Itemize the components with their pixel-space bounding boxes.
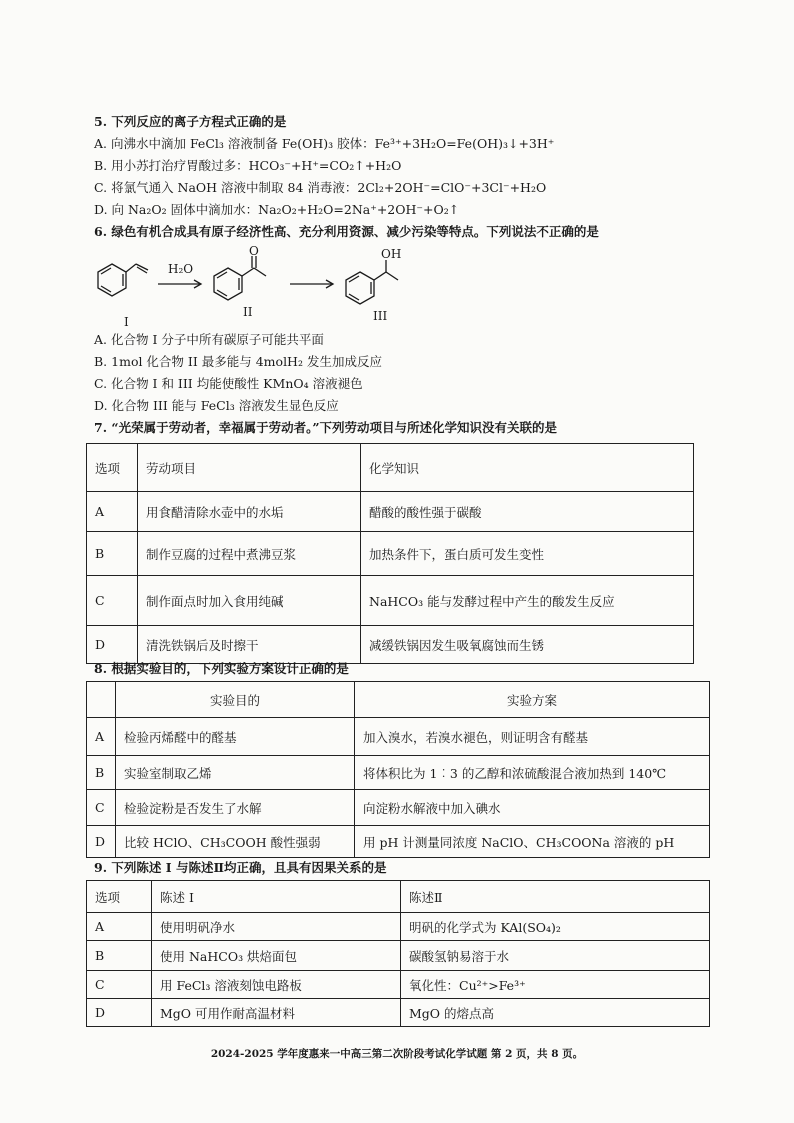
header-cell: 实验目的 (116, 682, 355, 718)
table-header-row (87, 881, 710, 913)
compound-i-structure (98, 264, 148, 296)
scheme-cell: 用 pH 计测量同浓度 NaClO、CH₃COONa 溶液的 pH (355, 826, 710, 858)
table-row (87, 826, 710, 858)
knowledge-cell: 减缓铁锅因发生吸氧腐蚀而生锈 (361, 626, 694, 664)
ketone-oxygen-label: O (249, 246, 259, 258)
table-row (87, 576, 694, 626)
option-cell: A (87, 913, 152, 941)
scheme-cell: 向淀粉水解液中加入碘水 (355, 790, 710, 826)
option-cell: D (87, 826, 116, 858)
option-cell: B (87, 756, 116, 790)
purpose-cell: 实验室制取乙烯 (116, 756, 355, 790)
table-header-row (87, 682, 710, 718)
table-row (87, 492, 694, 532)
reaction-scheme (94, 246, 414, 318)
statement-ii-cell: MgO 的熔点高 (401, 999, 710, 1027)
header-cell: 实验方案 (355, 682, 710, 718)
reagent-label: H₂O (168, 262, 194, 276)
statement-i-cell: 用 FeCl₃ 溶液刻蚀电路板 (152, 971, 401, 999)
compound-ii-structure (214, 256, 266, 300)
option-cell: B (87, 941, 152, 971)
statement-ii-cell: 碳酸氢钠易溶于水 (401, 941, 710, 971)
statement-i-cell: 使用明矾净水 (152, 913, 401, 941)
purpose-cell: 检验丙烯醛中的醛基 (116, 718, 355, 756)
table-row (87, 790, 710, 826)
header-cell: 选项 (87, 444, 138, 492)
knowledge-cell: 醋酸的酸性强于碳酸 (361, 492, 694, 532)
statement-i-cell: MgO 可用作耐高温材料 (152, 999, 401, 1027)
labor-cell: 制作面点时加入食用纯碱 (138, 576, 361, 626)
labor-cell: 制作豆腐的过程中煮沸豆浆 (138, 532, 361, 576)
header-cell: 陈述Ⅱ (401, 881, 710, 913)
header-cell: 劳动项目 (138, 444, 361, 492)
labor-cell: 清洗铁锅后及时擦干 (138, 626, 361, 664)
option-cell: D (87, 999, 152, 1027)
statement-ii-cell: 明矾的化学式为 KAl(SO₄)₂ (401, 913, 710, 941)
purpose-cell: 检验淀粉是否发生了水解 (116, 790, 355, 826)
option-cell: C (87, 971, 152, 999)
q5-option-c: C. 将氯气通入 NaOH 溶液中制取 84 消毒液：2Cl₂+2OH⁻=ClO⁻+3Cl⁻+H₂O (94, 180, 547, 195)
table-row (87, 913, 710, 941)
compound-iii-label: III (373, 309, 388, 323)
table-row (87, 999, 710, 1027)
statement-i-cell: 使用 NaHCO₃ 烘焙面包 (152, 941, 401, 971)
table-row (87, 971, 710, 999)
scheme-cell: 加入溴水，若溴水褪色，则证明含有醛基 (355, 718, 710, 756)
q7-table (86, 443, 694, 664)
q6-option-b: B. 1mol 化合物 II 最多能与 4molH₂ 发生加成反应 (94, 354, 382, 369)
header-cell (87, 682, 116, 718)
table-row (87, 626, 694, 664)
option-cell: A (87, 492, 138, 532)
header-cell: 选项 (87, 881, 152, 913)
statement-ii-cell: 氧化性：Cu²⁺>Fe³⁺ (401, 971, 710, 999)
compound-iii-structure (346, 260, 398, 304)
q8-stem: 8. 根据实验目的，下列实验方案设计正确的是 (94, 661, 349, 676)
table-row (87, 718, 710, 756)
option-cell: B (87, 532, 138, 576)
scheme-cell: 将体积比为 1︰3 的乙醇和浓硫酸混合液加热到 140℃ (355, 756, 710, 790)
q5-option-a: A. 向沸水中滴加 FeCl₃ 溶液制备 Fe(OH)₃ 胶体：Fe³⁺+3H₂O=Fe(OH)₃↓+3H⁺ (94, 136, 555, 151)
table-row (87, 532, 694, 576)
q7-stem: 7. “光荣属于劳动者，幸福属于劳动者。”下列劳动项目与所述化学知识没有关联的是 (94, 420, 558, 435)
labor-cell: 用食醋清除水壶中的水垢 (138, 492, 361, 532)
q9-table (86, 880, 710, 1027)
table-row (87, 756, 710, 790)
q5-stem: 5. 下列反应的离子方程式正确的是 (94, 114, 287, 129)
header-cell: 化学知识 (361, 444, 694, 492)
hydroxyl-label: OH (381, 247, 402, 261)
q6-stem: 6. 绿色有机合成具有原子经济性高、充分利用资源、减少污染等特点。下列说法不正确的是 (94, 224, 599, 239)
option-cell: A (87, 718, 116, 756)
table-row (87, 941, 710, 971)
header-cell: 陈述 I (152, 881, 401, 913)
q8-table (86, 681, 710, 858)
option-cell: C (87, 576, 138, 626)
knowledge-cell: 加热条件下，蛋白质可发生变性 (361, 532, 694, 576)
option-cell: D (87, 626, 138, 664)
compound-ii-label: II (243, 305, 253, 319)
option-cell: C (87, 790, 116, 826)
compound-i-label: I (124, 315, 129, 329)
q6-option-d: D. 化合物 III 能与 FeCl₃ 溶液发生显色反应 (94, 398, 339, 413)
knowledge-cell: NaHCO₃ 能与发酵过程中产生的酸发生反应 (361, 576, 694, 626)
q6-option-c: C. 化合物 I 和 III 均能使酸性 KMnO₄ 溶液褪色 (94, 376, 363, 391)
q9-stem: 9. 下列陈述 I 与陈述Ⅱ均正确，且具有因果关系的是 (94, 860, 387, 875)
q5-option-b: B. 用小苏打治疗胃酸过多：HCO₃⁻+H⁺=CO₂↑+H₂O (94, 158, 402, 173)
q5-option-d: D. 向 Na₂O₂ 固体中滴加水：Na₂O₂+H₂O=2Na⁺+2OH⁻+O₂↑ (94, 202, 460, 217)
q6-option-a: A. 化合物 I 分子中所有碳原子可能共平面 (94, 332, 324, 347)
table-header-row (87, 444, 694, 492)
purpose-cell: 比较 HClO、CH₃COOH 酸性强弱 (116, 826, 355, 858)
page-footer: 2024-2025 学年度惠来一中高三第二次阶段考试化学试题 第 2 页，共 8 页。 (210, 1048, 584, 1060)
